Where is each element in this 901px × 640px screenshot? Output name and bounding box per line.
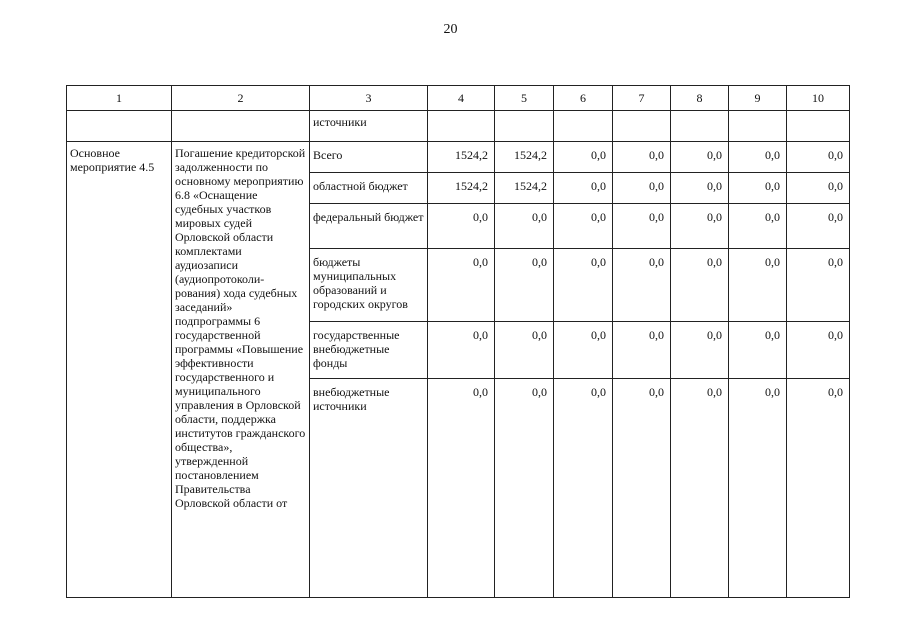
column-header: 7 xyxy=(613,86,671,111)
value-cell: 0,0 xyxy=(787,379,850,598)
value-cell: 0,0 xyxy=(495,249,554,322)
value-cell: 0,0 xyxy=(613,322,671,379)
table-row xyxy=(67,142,850,173)
column-header: 9 xyxy=(729,86,787,111)
funding-source: государственные внебюджетные фонды xyxy=(310,322,428,379)
value-cell: 0,0 xyxy=(787,322,850,379)
value-cell: 0,0 xyxy=(428,204,495,249)
value-cell: 0,0 xyxy=(554,379,613,598)
funding-source: областной бюджет xyxy=(310,173,428,204)
budget-table xyxy=(66,85,850,598)
funding-source: внебюджетные источники xyxy=(310,379,428,598)
value-cell: 0,0 xyxy=(613,204,671,249)
value-cell: 0,0 xyxy=(671,322,729,379)
funding-source: Всего xyxy=(310,142,428,173)
table-cell xyxy=(67,111,172,142)
value-cell: 0,0 xyxy=(671,142,729,173)
value-cell: 0,0 xyxy=(729,322,787,379)
value-cell: 0,0 xyxy=(554,322,613,379)
continuation-row xyxy=(67,111,850,142)
value-cell: 0,0 xyxy=(495,379,554,598)
column-header: 3 xyxy=(310,86,428,111)
table-cell xyxy=(613,111,671,142)
value-cell: 0,0 xyxy=(729,204,787,249)
value-cell: 0,0 xyxy=(671,249,729,322)
event-label: Основное мероприятие 4.5 xyxy=(67,142,172,598)
table-cell xyxy=(729,111,787,142)
column-header: 6 xyxy=(554,86,613,111)
value-cell: 0,0 xyxy=(495,204,554,249)
value-cell: 0,0 xyxy=(613,249,671,322)
value-cell: 0,0 xyxy=(787,173,850,204)
table-header-row xyxy=(67,86,850,111)
value-cell: 1524,2 xyxy=(428,173,495,204)
value-cell: 0,0 xyxy=(787,142,850,173)
value-cell: 1524,2 xyxy=(428,142,495,173)
value-cell: 0,0 xyxy=(554,204,613,249)
column-header: 10 xyxy=(787,86,850,111)
funding-source: бюджеты муниципальных образований и городских округов xyxy=(310,249,428,322)
value-cell: 0,0 xyxy=(428,379,495,598)
value-cell: 1524,2 xyxy=(495,173,554,204)
column-header: 1 xyxy=(67,86,172,111)
value-cell: 0,0 xyxy=(729,379,787,598)
value-cell: 0,0 xyxy=(554,142,613,173)
value-cell: 0,0 xyxy=(428,322,495,379)
continuation-label: источники xyxy=(310,111,428,142)
table-cell xyxy=(787,111,850,142)
value-cell: 0,0 xyxy=(554,173,613,204)
value-cell: 0,0 xyxy=(787,204,850,249)
value-cell: 0,0 xyxy=(729,173,787,204)
page-number: 20 xyxy=(443,22,458,37)
value-cell: 0,0 xyxy=(495,322,554,379)
table-cell xyxy=(428,111,495,142)
value-cell: 0,0 xyxy=(729,142,787,173)
value-cell: 1524,2 xyxy=(495,142,554,173)
value-cell: 0,0 xyxy=(613,379,671,598)
value-cell: 0,0 xyxy=(787,249,850,322)
table-cell xyxy=(671,111,729,142)
value-cell: 0,0 xyxy=(613,173,671,204)
column-header: 2 xyxy=(172,86,310,111)
funding-source: федеральный бюджет xyxy=(310,204,428,249)
value-cell: 0,0 xyxy=(613,142,671,173)
value-cell: 0,0 xyxy=(428,249,495,322)
table-cell xyxy=(554,111,613,142)
column-header: 5 xyxy=(495,86,554,111)
value-cell: 0,0 xyxy=(671,379,729,598)
table-cell xyxy=(172,111,310,142)
column-header: 4 xyxy=(428,86,495,111)
column-header: 8 xyxy=(671,86,729,111)
table-cell xyxy=(495,111,554,142)
value-cell: 0,0 xyxy=(671,204,729,249)
event-description: Погашение кредиторской задолженности по основному мероприятию 6.8 «Оснащение судебных участков мировых судей Орловской области комплектами аудиозаписи (аудиопротоколи-рования) хода судебных заседаний» подпрограммы 6 государственной программы «Повышение эффективности государственного и муниципального управления в Орловской области, поддержка институтов гражданского общества», утвержденной постановлением Правительства Орловской области от xyxy=(172,142,310,598)
value-cell: 0,0 xyxy=(729,249,787,322)
value-cell: 0,0 xyxy=(554,249,613,322)
value-cell: 0,0 xyxy=(671,173,729,204)
